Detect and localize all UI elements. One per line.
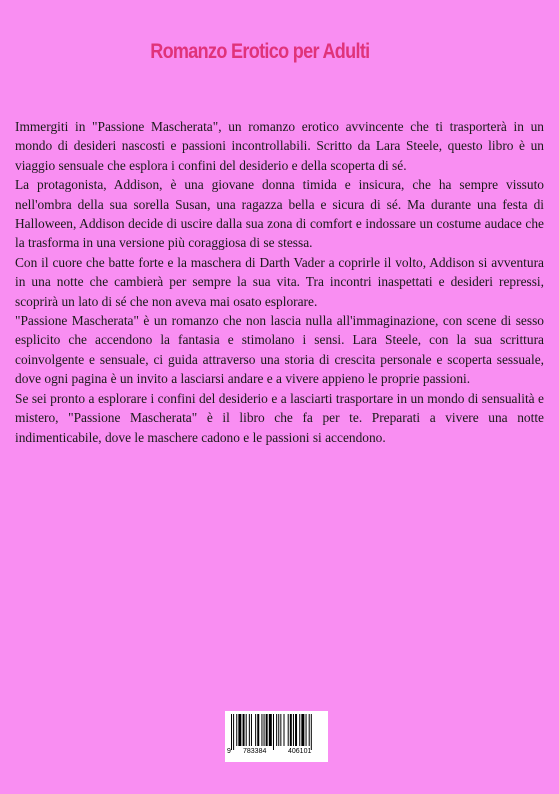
- barcode-bar: [311, 714, 312, 750]
- barcode-bar: [306, 714, 307, 746]
- barcode-bar: [288, 714, 289, 746]
- barcode-bar: [278, 714, 279, 746]
- blurb-paragraph: Se sei pronto a esplorare i confini del desiderio e a lasciarti trasportare in un mondo di sensualità e mistero, "Passione Mascherata" è il libro che fa per te. Preparati a vivere una notte indimenticabile, dove le maschere cadono e le passioni si accendono.: [15, 390, 544, 445]
- barcode-bar: [251, 714, 252, 746]
- barcode-bar: [276, 714, 277, 746]
- barcode-bars: [229, 714, 324, 750]
- cover-subtitle: Romanzo Erotico per Adulti: [150, 40, 370, 63]
- blurb-paragraph: La protagonista, Addison, è una giovane donna timida e insicura, che ha sempre vissuto nell'ombra della sua sorella Susan, una ragazza bella e sicura di sé. Ma durante una festa di Halloween, Addison decide di uscire dalla sua zona di comfort e indossare un costume audace che la trasforma in una versione più coraggiosa di se stessa.: [15, 177, 544, 251]
- barcode-bar: [264, 714, 265, 746]
- barcode-bar: [284, 714, 285, 746]
- barcode-first-digit: 9: [227, 748, 231, 755]
- barcode-bar: [257, 714, 259, 746]
- barcode-bar: [280, 714, 281, 746]
- barcode-bar: [255, 714, 256, 746]
- barcode-bar: [236, 714, 237, 746]
- barcode-right-group: 406101: [288, 748, 312, 755]
- isbn-barcode: [225, 711, 328, 762]
- barcode-bar: [238, 714, 241, 746]
- barcode-bar: [243, 714, 245, 746]
- barcode-bar: [290, 714, 292, 746]
- barcode-bar: [231, 714, 232, 750]
- barcode-left-group: 783384: [243, 748, 267, 755]
- barcode-bar: [295, 714, 297, 746]
- blurb-paragraph: Con il cuore che batte forte e la maschera di Darth Vader a coprirle il volto, Addison si avventura in una notte che cambierà per sempre la sua vita. Tra incontri inaspettati e desideri repressi, scoprirà un lato di sé che non aveva mai osato esplorare.: [15, 254, 544, 309]
- barcode-bar: [293, 714, 294, 746]
- barcode-bar: [269, 714, 272, 746]
- blurb-paragraph: "Passione Mascherata" è un romanzo che non lascia nulla all'immaginazione, con scene di sesso esplicito che accendono la fantasia e stimolano i sensi. Lara Steele, con la sua scrittura coinvolgente e sensuale, ci guida attraverso una storia di crescita personale e scoperta sessuale, dove ogni pagina è un invito a lasciarsi andare e a vivere appieno le proprie passioni.: [15, 313, 544, 387]
- barcode-digits: [225, 748, 328, 760]
- back-cover-blurb: [15, 117, 544, 447]
- barcode-bar: [233, 714, 234, 750]
- barcode-bar: [309, 714, 310, 746]
- barcode-bar: [261, 714, 262, 746]
- barcode-bar: [301, 714, 304, 746]
- barcode-bar: [246, 714, 247, 746]
- barcode-bar: [299, 714, 300, 746]
- barcode-bar: [249, 714, 250, 746]
- barcode-bar: [273, 714, 274, 750]
- barcode-bar: [266, 714, 268, 746]
- blurb-paragraph: Immergiti in "Passione Mascherata", un romanzo erotico avvincente che ti trasporterà in un mondo di desideri nascosti e passioni incontrollabili. Scritto da Lara Steele, questo libro è un viaggio sensuale che esplora i confini del desiderio e della scoperta di sé.: [15, 119, 544, 173]
